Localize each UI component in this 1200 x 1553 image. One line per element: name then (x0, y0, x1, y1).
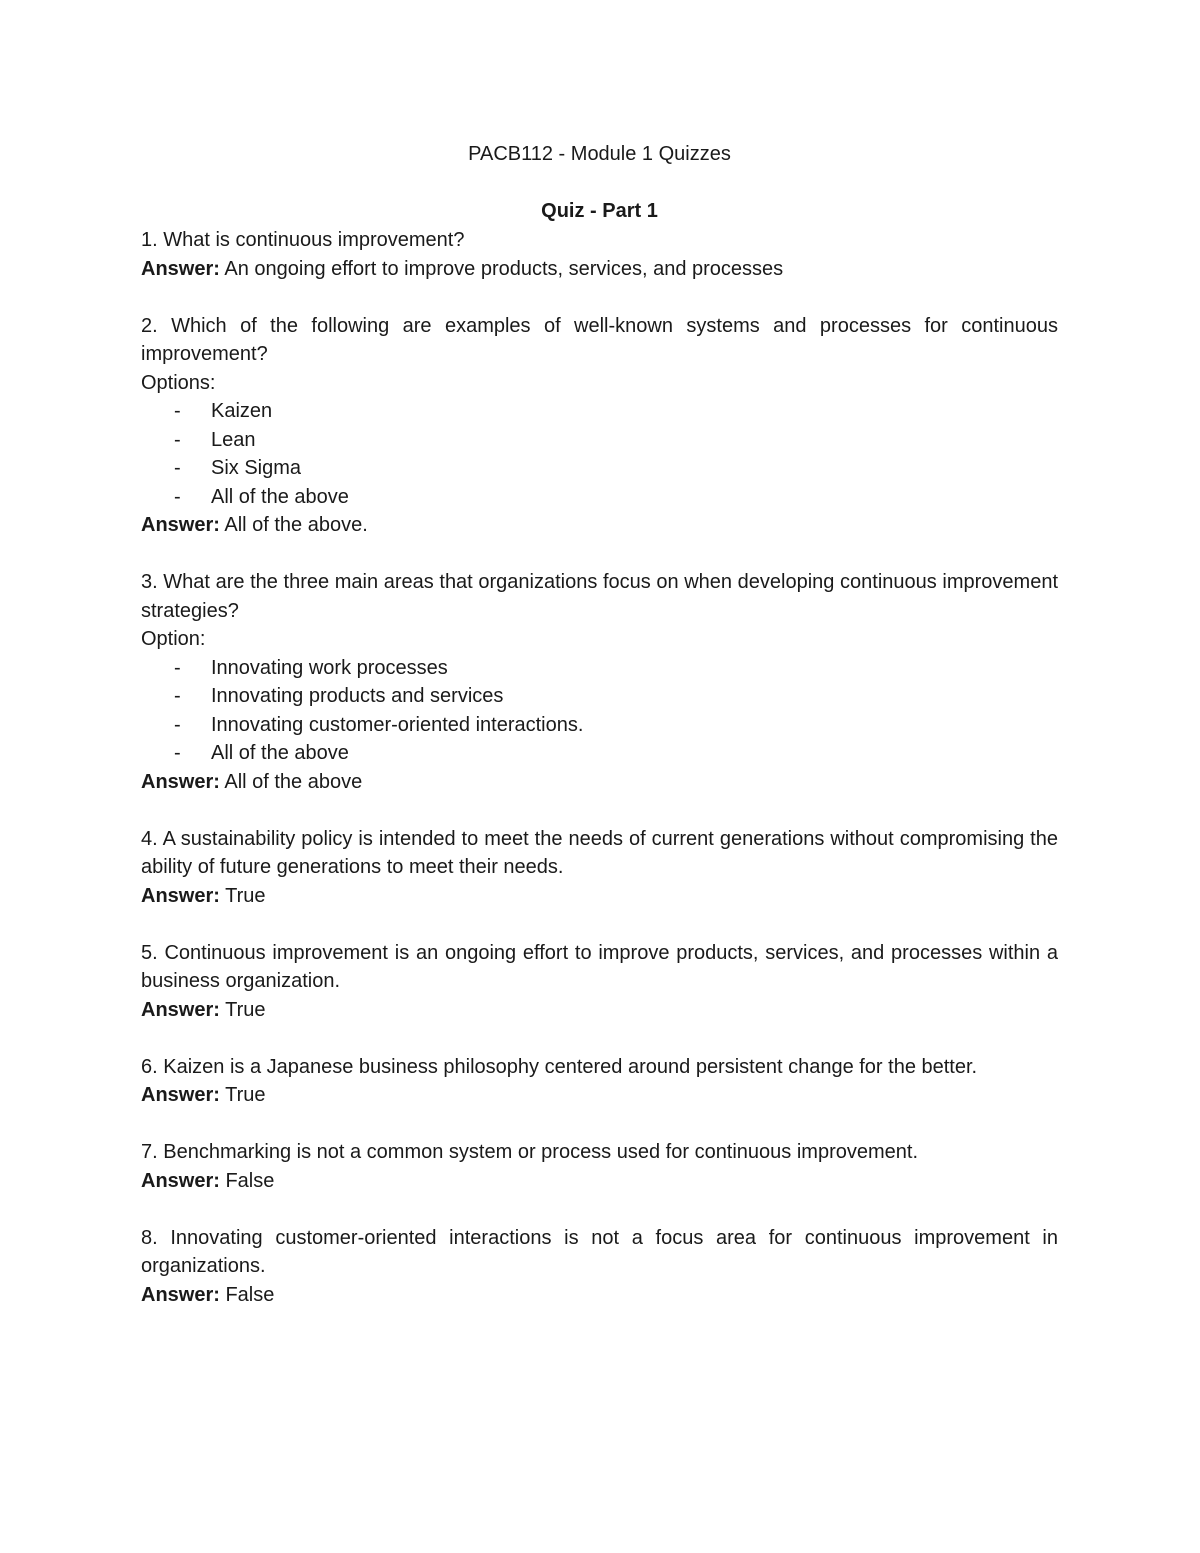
answer-label: Answer: (141, 1084, 220, 1106)
dash-bullet: - (174, 713, 181, 736)
question-text: 3. What are the three main areas that organizations focus on when developing continuous improvement strategies? (141, 571, 1058, 622)
question-block-7 (141, 1138, 1058, 1195)
options-label: Option: (141, 628, 206, 650)
answer-value: All of the above (224, 770, 363, 793)
option-text: Innovating work processes (211, 656, 448, 679)
answer-label: Answer: (141, 770, 220, 793)
answer-value: False (225, 1283, 275, 1306)
answer-line (141, 255, 1058, 284)
dash-bullet: - (174, 428, 181, 451)
question-text: 1. What is continuous improvement? (141, 229, 465, 251)
question-block-8 (141, 1224, 1058, 1310)
question-text: 6. Kaizen is a Japanese business philosophy centered around persistent change for the better. (141, 1055, 978, 1078)
option-text: Innovating products and services (211, 685, 504, 707)
question-block-2 (141, 312, 1058, 540)
answer-line (141, 768, 1058, 797)
answer-label: Answer: (141, 998, 220, 1021)
answer-line (141, 1281, 1058, 1310)
answer-label: Answer: (141, 257, 220, 280)
option-item (141, 711, 1058, 740)
question-text: 7. Benchmarking is not a common system or process used for continuous improvement. (141, 1141, 919, 1163)
option-item (141, 426, 1058, 455)
options-label: Options: (141, 371, 216, 394)
option-text: All of the above (211, 742, 349, 764)
answer-value: An ongoing effort to improve products, services, and processes (224, 257, 784, 280)
option-text: Lean (211, 428, 256, 451)
dash-bullet: - (174, 485, 181, 508)
option-item (141, 682, 1058, 711)
option-text: Six Sigma (211, 457, 302, 479)
answer-line (141, 996, 1058, 1025)
answer-value: True (225, 1084, 266, 1106)
option-text: All of the above (211, 485, 349, 508)
options-list (141, 397, 1058, 511)
question-text: 2. Which of the following are examples of well-known systems and processes for continuous improvement? (141, 314, 1058, 365)
question-block-6 (141, 1053, 1058, 1110)
answer-label: Answer: (141, 514, 220, 536)
answer-value: False (225, 1169, 275, 1192)
option-item (141, 483, 1058, 512)
section-title: Quiz - Part 1 (541, 200, 658, 222)
answer-line (141, 1081, 1058, 1110)
answer-value: True (225, 884, 266, 907)
answer-label: Answer: (141, 884, 220, 907)
answer-label: Answer: (141, 1169, 220, 1192)
option-text: Innovating customer-oriented interactions. (211, 713, 584, 736)
question-text: 5. Continuous improvement is an ongoing effort to improve products, services, and processes within a business organization. (141, 941, 1058, 992)
dash-bullet: - (174, 457, 181, 479)
answer-value: All of the above. (224, 514, 368, 536)
dash-bullet: - (174, 685, 181, 707)
question-block-5 (141, 939, 1058, 1025)
answer-line (141, 882, 1058, 911)
option-item (141, 397, 1058, 426)
question-block-1 (141, 226, 1058, 283)
document-page (141, 139, 1058, 1309)
option-item (141, 454, 1058, 483)
question-text: 4. A sustainability policy is intended to meet the needs of current generations without compromising the ability of future generations to meet their needs. (141, 827, 1058, 878)
question-block-4 (141, 825, 1058, 911)
option-item (141, 739, 1058, 768)
document-title: PACB112 - Module 1 Quizzes (468, 143, 731, 165)
dash-bullet: - (174, 742, 181, 764)
option-text: Kaizen (211, 400, 273, 422)
answer-line (141, 1167, 1058, 1196)
answer-line (141, 511, 1058, 540)
dash-bullet: - (174, 656, 181, 679)
option-item (141, 654, 1058, 683)
answer-value: True (225, 998, 266, 1021)
question-text: 8. Innovating customer-oriented interactions is not a focus area for continuous improvement in organizations. (141, 1226, 1058, 1277)
question-block-3 (141, 568, 1058, 796)
options-list (141, 654, 1058, 768)
dash-bullet: - (174, 400, 181, 422)
answer-label: Answer: (141, 1283, 220, 1306)
